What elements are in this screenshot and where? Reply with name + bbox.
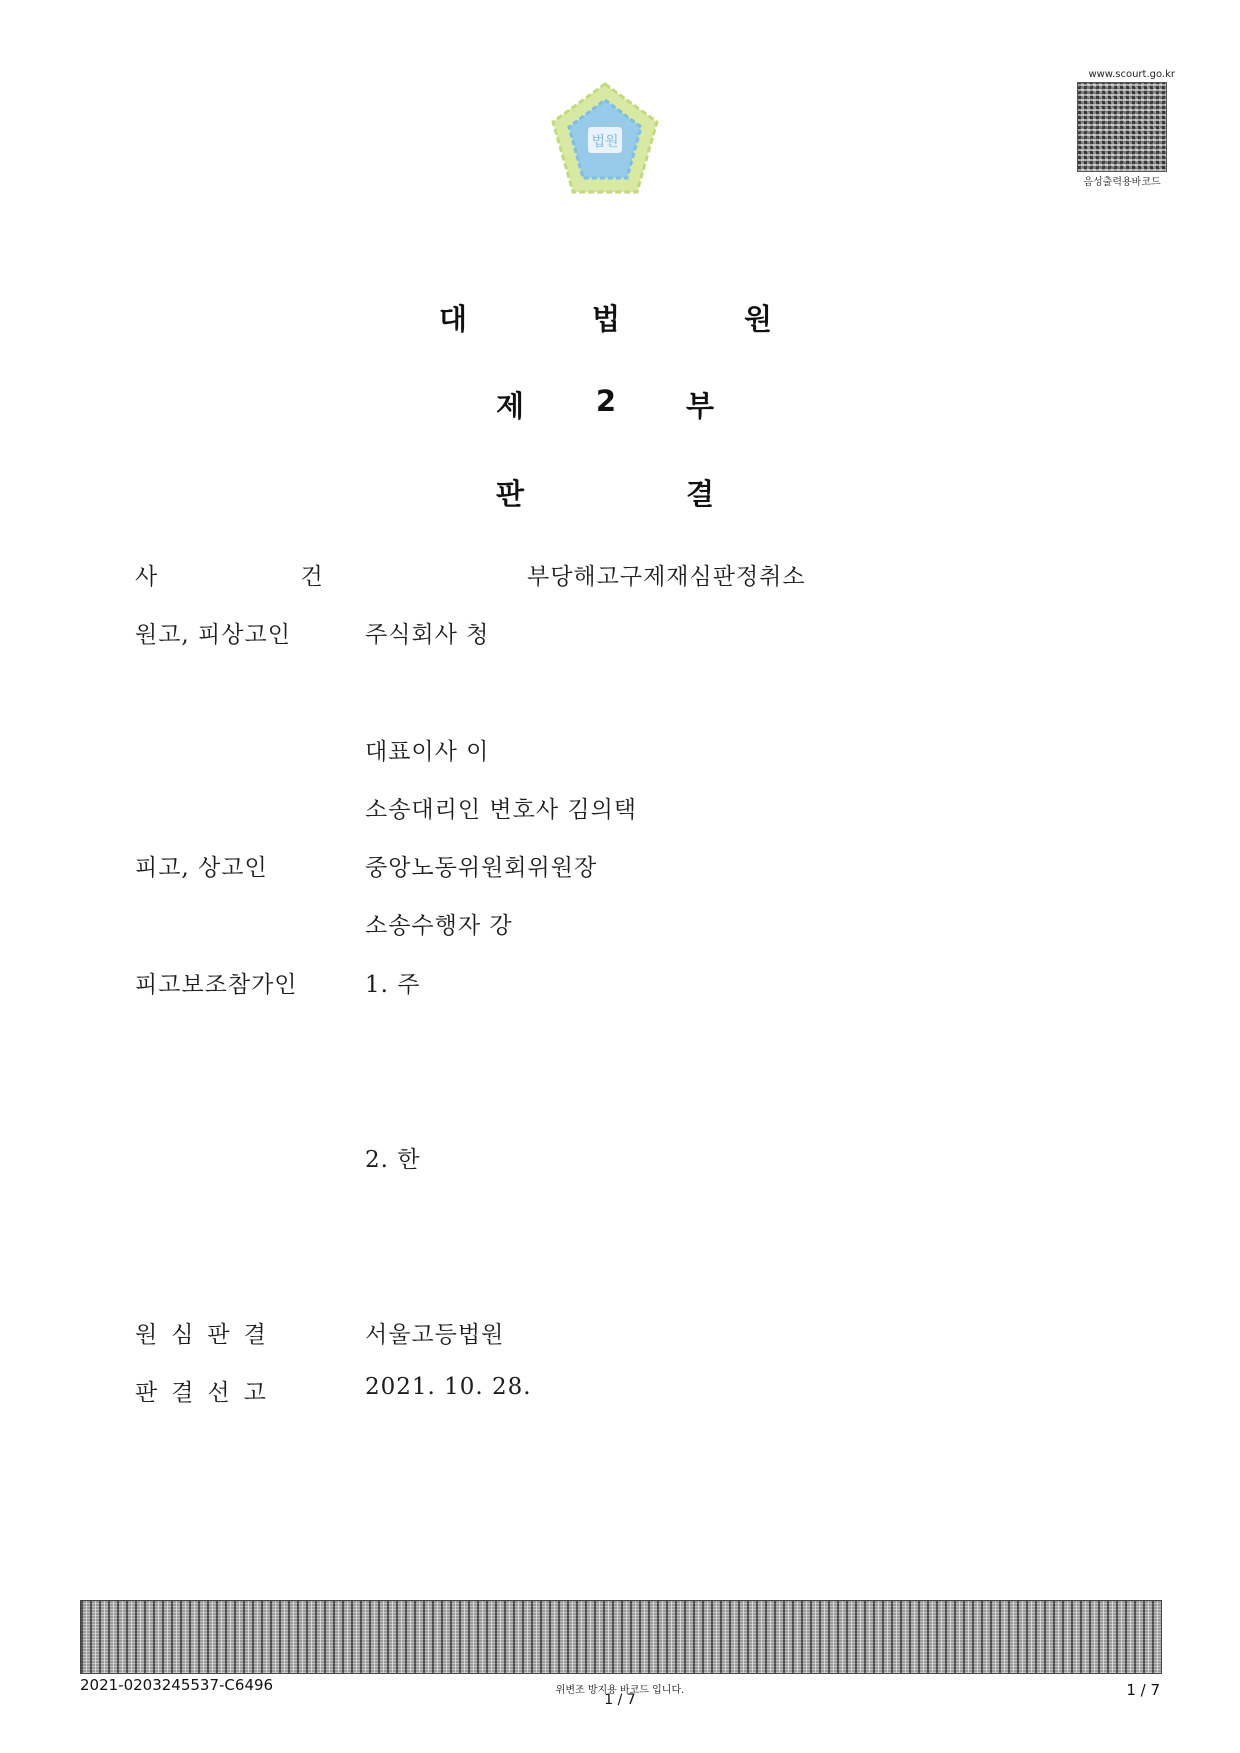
court-seal [545, 80, 665, 200]
defendant-value: 중앙노동위원회위원장 [365, 855, 598, 881]
judgment-date-value: 2021. 10. 28. [365, 1374, 532, 1400]
qr-code [1077, 82, 1167, 172]
svg-text:법원: 법원 [591, 134, 619, 150]
document-number: 2021-0203245537-C6496 [80, 1676, 274, 1694]
plaintiff-counsel: 소송대리인 변호사 김의택 [365, 797, 638, 823]
qr-code-label: 음성출력용바코드 [1083, 177, 1161, 188]
division-char: 부 [685, 389, 715, 423]
division-char: 2 [595, 384, 617, 418]
anti-forgery-barcode [80, 1600, 1162, 1674]
court-name-char: 법 [591, 302, 621, 336]
plaintiff-representative: 대표이사 이 [365, 739, 490, 765]
document-type-char: 판 [495, 477, 525, 511]
lower-court-label: 원심판결 [135, 1322, 280, 1348]
document-type [0, 472, 1240, 512]
court-name-char: 원 [743, 302, 773, 336]
court-name [0, 297, 1240, 337]
lower-court-value: 서울고등법원 [365, 1322, 505, 1348]
case-value: 부당해고구제재심판정취소 [527, 564, 806, 590]
page-number-right: 1 / 7 [1126, 1681, 1160, 1699]
barcode-note: 위변조 방지용 바코드 입니다. [555, 1685, 685, 1696]
division-name [0, 384, 1240, 424]
plaintiff-label: 원고, 피상고인 [135, 622, 291, 648]
judgment-date-label: 판결선고 [135, 1380, 280, 1406]
document-type-char: 결 [685, 477, 715, 511]
intervenor-label: 피고보조참가인 [135, 972, 298, 998]
scourt-url: www.scourt.go.kr [1088, 69, 1175, 80]
court-name-char: 대 [438, 302, 468, 336]
page-number-center: 1 / 7 [604, 1692, 636, 1708]
plaintiff-value: 주식회사 청 [365, 622, 490, 648]
defendant-label: 피고, 상고인 [135, 855, 268, 881]
division-char: 제 [495, 389, 525, 423]
intervenor-2: 2. 한 [365, 1147, 421, 1173]
defendant-agent: 소송수행자 강 [365, 913, 513, 939]
intervenor-1: 1. 주 [365, 972, 421, 998]
case-label: 사 건 [135, 564, 391, 590]
